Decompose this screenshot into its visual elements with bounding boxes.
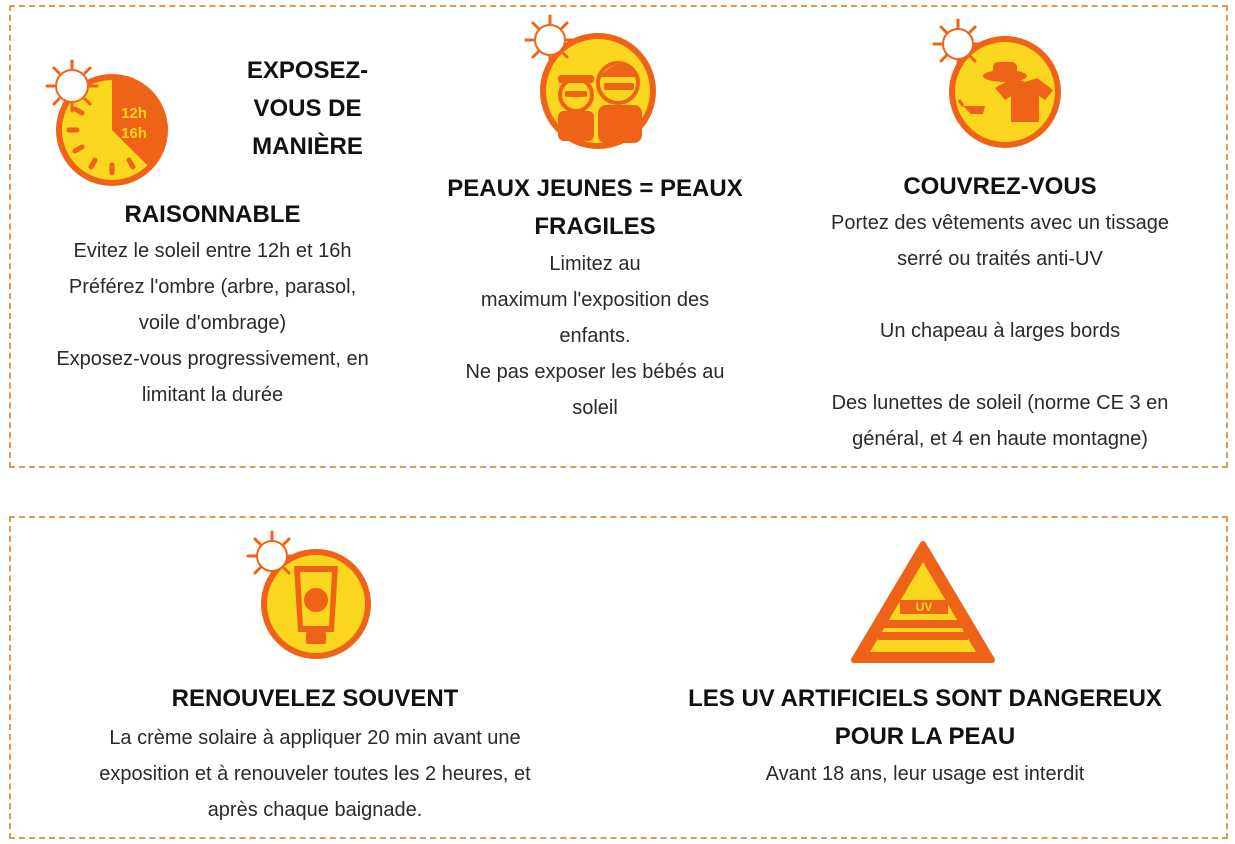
sun-icon — [47, 61, 97, 111]
section5-body: Avant 18 ans, leur usage est interdit — [765, 763, 1085, 785]
clock-label-12h: 12h — [121, 105, 147, 122]
section4-title: RENOUVELEZ SOUVENT — [171, 685, 459, 712]
section2-title: PEAUX JEUNES = PEAUX FRAGILES — [447, 175, 743, 240]
section2-body: Limitez au maximum l'exposition des enfants. Ne pas exposer les bébés au soleil — [465, 253, 725, 419]
section1-title-top: EXPOSEZ- VOUS DE MANIÈRE — [246, 57, 369, 160]
sun-icon — [934, 20, 982, 68]
section1-body: Evitez le soleil entre 12h et 16h Préférez l'ombre (arbre, parasol, voile d'ombrage) Exposez-vous progressivement, en limitant la durée — [56, 240, 369, 406]
section3-body: Portez des vêtements avec un tissage serré ou traités anti-UV Un chapeau à larges bords Des lunettes de soleil (norme CE 3 en général, et 4 en haute montagne) — [831, 212, 1169, 450]
hat-tshirt-icon — [928, 18, 1068, 153]
clock-label-16h: 16h — [121, 125, 147, 142]
sunscreen-icon — [244, 528, 379, 663]
sun-icon — [526, 16, 574, 64]
sun-icon — [248, 532, 296, 580]
sign-label: UV — [915, 600, 933, 614]
clock-icon — [42, 58, 172, 188]
section4-body: La crème solaire à appliquer 20 min avant une exposition et à renouveler toutes les 2 heures, et après chaque baignade. — [99, 727, 531, 821]
uv-warning-icon — [848, 538, 998, 666]
section1-title-bottom: RAISONNABLE — [124, 201, 301, 228]
section3-title: COUVREZ-VOUS — [903, 173, 1097, 200]
section5-title: LES UV ARTIFICIELS SONT DANGEREUX POUR LA PEAU — [688, 685, 1162, 750]
children-icon — [520, 14, 665, 154]
